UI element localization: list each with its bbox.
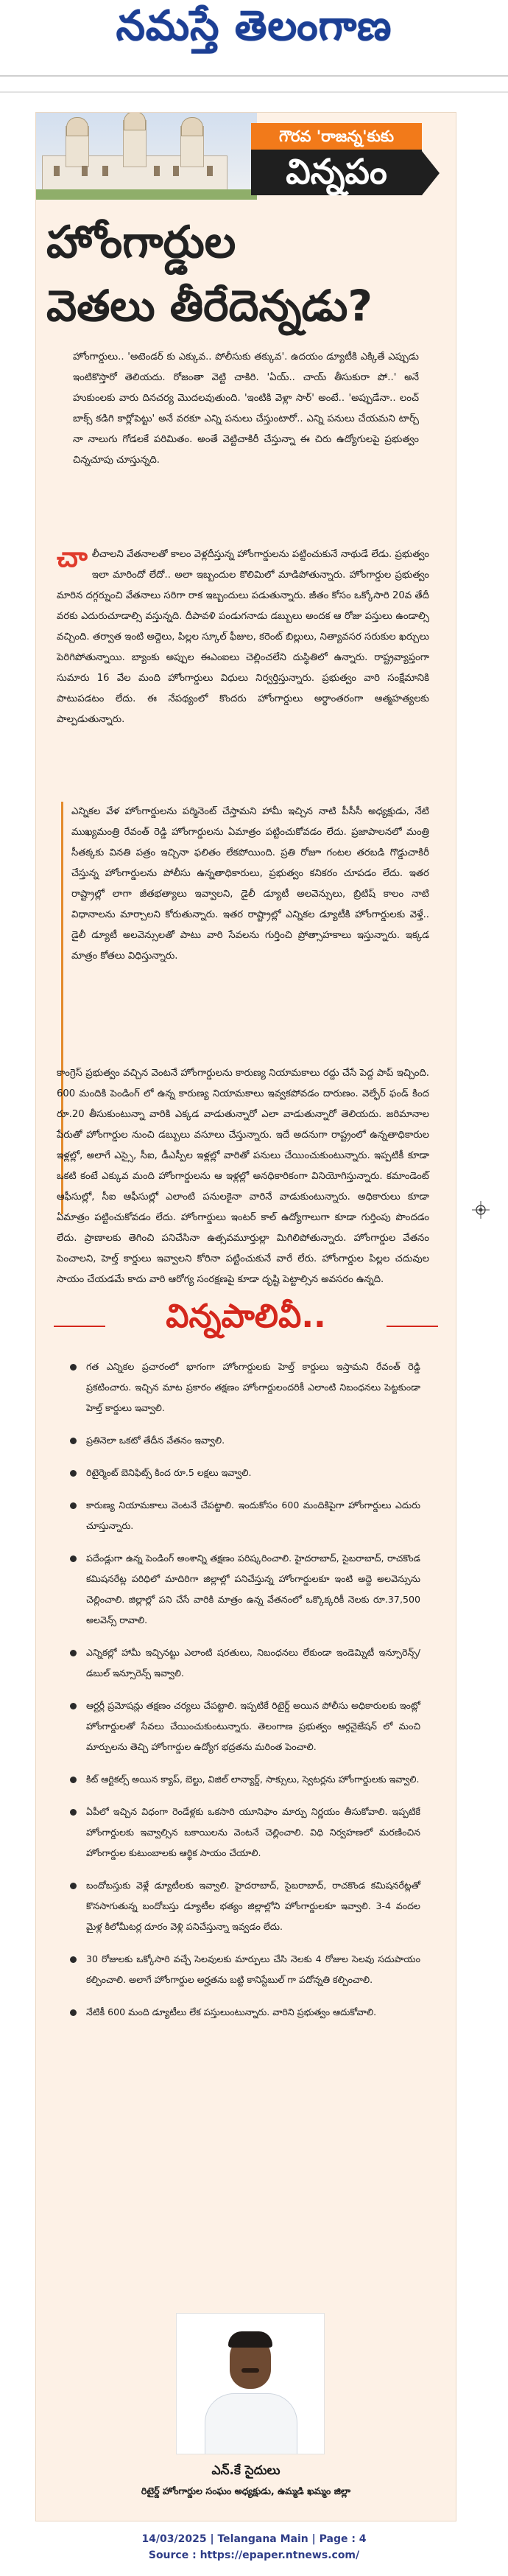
headline-line-1: హోంగార్డుల xyxy=(46,217,236,268)
author-name: ఎన్.కే సైదులు xyxy=(211,2463,281,2478)
footer-source-link[interactable]: Source : https://epaper.ntnews.com/ xyxy=(148,2549,360,2561)
kicker-tail xyxy=(422,151,440,195)
list-item: ఎన్నికల్లో హామీ ఇచ్చినట్టు ఎలాంటి షరతులు, నిబంధనలు లేకుండా ఇండెమ్నిటీ ఇన్సూరెన్స్/డబుల్ ఇన్సూరెన్స్ ఇవ్వాలి. xyxy=(70,1642,420,1684)
intro-paragraph: హోంగార్డులు.. 'అటెండర్ కు ఎక్కువ.. పోలీసుకు తక్కువ'. ఉదయం డ్యూటీకి ఎక్కితే ఎప్పుడు ఇంటికొస్తారో తెలియదు. రోజంతా వెట్టి చాకిరి. 'ఏయ్.. చాయ్ తీసుకురా పో..' అనే హుకుంలకు వారు దినచర్య మొదలవుతుంది. 'ఇంటికి వెళ్లా సార్' అంటే.. 'అప్పుడేనా.. లంచ్ బాక్స్ కడిగి కార్లోపెట్టు' అనే వరకూ ఎన్ని పనులు చేస్తుంటారో.. ఎన్ని పనులు చేయమని టార్చ్ నా నాలుగు గోడలకే పరిమితం. అంతే వెట్టిచాకిరీ చేస్తున్నా ఈ చిరు ఉద్యోగులపై ప్రభుత్వం చిన్నచూపు చూస్తున్నది. xyxy=(73,351,419,466)
list-item: పదేండ్లుగా ఉన్న పెండింగ్ అంశాన్ని తక్షణం పరిష్కరించాలి. హైదరాబాద్, సైబరాబాద్, రాచకొండ కమిషనరేట్ల పరిధిలో మాదిరిగా జిల్లాల్లో పనిచేస్తున్న హోంగార్డులకూ ఇంటి అద్దె అలవెన్సును చెల్లించాలి. జిల్లాల్లో పని చేసే వారికి మాత్రం ఉన్న వేతనంలో ఒక్కొక్కరికీ నెలకు రూ.37,500 అలవెన్స్ రావాలి. xyxy=(70,1548,420,1631)
list-item: గత ఎన్నికల ప్రచారంలో భాగంగా హోంగార్డులకు హెల్త్ కార్డులు ఇస్తామని రేవంత్ రెడ్డి ప్రకటించారు. ఇచ్చిన మాట ప్రకారం తక్షణం హోంగార్డులందరికీ ఎలాంటి నిబంధనలు పెట్టకుండా హెల్త్ కార్డులు ఇవ్వాలి. xyxy=(70,1357,420,1418)
list-item: ఏపీలో ఇచ్చిన విధంగా రెండేళ్లకు ఒకసారి యూనిఫాం మార్పు నిర్ణయం తీసుకోవాలి. ఇప్పటికే హోంగార్డులకు ఇవ్వాల్సిన బకాయిలను వెంటనే చెల్లించాలి. విధి నిర్వహణలో మరణించిన హోంగార్డుల కుటుంబాలకు ఆర్థిక సాయం చేయాలి. xyxy=(70,1802,420,1863)
article xyxy=(35,112,456,2521)
author-photo xyxy=(176,2313,325,2454)
subhead-rule-right xyxy=(387,1326,438,1327)
list-item: 30 రోజులకు ఒక్కోసారి వచ్చే సెలవులకు మార్పులు చేసి నెలకు 4 రోజుల సెలవు సదుపాయం కల్పించాలి. అలాగే హోంగార్డుల అర్హతను బట్టి కానిస్టేబుల్ గా పదోన్నతి కల్పించాలి. xyxy=(70,1949,420,1990)
demands-heading: విన్నపాలివీ.. xyxy=(166,1298,326,1335)
kicker-title: విన్నపం xyxy=(251,150,422,195)
masthead-divider-2 xyxy=(0,91,508,93)
list-item: కిట్ ఆర్టికల్స్ అయిన క్యాప్, బెల్టు, విజిల్ లాన్యార్డ్, సాక్సులు, స్వెటర్లను హోంగార్డులకు ఇవ్వాలి. xyxy=(70,1769,420,1790)
body-paragraph-3: కాంగ్రెస్ ప్రభుత్వం వచ్చిన వెంటనే హోంగార్డులను కారుణ్య నియామకాలు రద్దు చేసే పెద్ద పాప్ ఇచ్చింది. 600 మందికి పెండింగ్ లో ఉన్న కారుణ్య నియామకాలు ఇవ్వకపోవడం దారుణం. వెల్ఫేర్ ఫండ్ కింద రూ.20 తీసుకుంటున్నా వారికి ఎక్కడ వాడుతున్నారో ఎలా వాడుతున్నారో తెలియదు. జరిమానాల పేరుతో హోంగార్డుల నుంచి డబ్బులు వసూలు చేస్తున్నారు. ఇదే అదనుగా రాష్ట్రంలో ఉన్నతాధికారుల ఇళ్లల్లో, అలాగే ఎస్సై, సీఐ, డీఎస్పీల ఇళ్లల్లో వారితో పనులు చేయించుకుంటున్నారు. ఇప్పటికీ కూడా ఒకటి కంటే ఎక్కువ మంది హోంగార్డులను ఆ ఇళ్లల్లో అనధికారికంగా వినియోగిస్తున్నారు. కమాండెంట్ ఆఫీసుల్లో, సీఐ ఆఫీసుల్లో ఎలాంటి పనులకైనా వారినే వాడుకుంటున్నారు. అధికారులు కూడా ఏమాత్రం పట్టించుకోవడం లేదు. హోంగార్డులు ఇంటర్ కాల్ ఉద్యోగాలుగా కూడా గుర్తింపు పొందడం లేదు. ప్రాణాలకు తెగించి పనిచేసినా ఉత్సవమూర్తుల్లా మిగిలిపోతున్నారు. హోంగార్డుల వేతనం పెంచాలని, హెల్త్ కార్డులు ఇవ్వాలని కోరినా పట్టించుకునే వారే లేరు. హోంగార్డుల పిల్లల చదువుల సాయం చేయడమే కాదు వారి ఆరోగ్య సంరక్షణపై కూడా దృష్టి పెట్టాల్సిన అవసరం ఉన్నది. xyxy=(57,1068,429,1285)
footer-date-line: 14/03/2025 | Telangana Main | Page : 4 xyxy=(141,2533,367,2545)
kicker-block xyxy=(251,123,422,194)
registration-mark-icon xyxy=(472,1201,490,1219)
kicker-badge: గౌరవ 'రాజన్న'కుకు xyxy=(251,123,422,150)
author-role: రిటైర్డ్ హోంగార్డుల సంఘం అధ్యక్షుడు, ఉమ్మడి ఖమ్మం జిల్లా xyxy=(141,2485,351,2496)
list-item: ఆర్టర్లీ ప్రమోషన్లు తక్షణం చర్యలు చేపట్టాలి. ఇప్పటికే రిటైర్డ్ అయిన పోలీసు అధికారులకు ఇంట్లో హోంగార్డులతో సేవలు చేయించుకుంటున్నారు. తెలంగాణ ప్రభుత్వం ఆర్గనైజేషన్ లో మంచి మార్పులను తెచ్చి హోంగార్డుల ఉద్యోగ భద్రతను మరింత పెంచాలి. xyxy=(70,1695,420,1757)
dropcap: చా xyxy=(57,541,88,573)
demands-list xyxy=(70,1357,420,2034)
headline-line-2: వెతలు తీరేదెన్నడు? xyxy=(46,281,373,331)
masthead-divider xyxy=(0,75,508,77)
body-paragraph-1 xyxy=(57,541,429,730)
list-item: నేటికీ 600 మంది డ్యూటీలు లేక పస్తులుంటున్నారు. వారిని ప్రభుత్వం ఆదుకోవాలి. xyxy=(70,2002,420,2023)
masthead-title: నమస్తే తెలంగాణ xyxy=(116,1,392,50)
masthead xyxy=(0,0,508,74)
body-paragraph-2: ఎన్నికల వేళ హోంగార్డులను పర్మినెంట్ చేస్తామని హామీ ఇచ్చిన నాటి పీసీసీ అధ్యక్షుడు, నేటి ముఖ్యమంత్రి రేవంత్ రెడ్డి హోంగార్డులను ఏమాత్రం పట్టించుకోవడం లేదు. ప్రజాపాలనలో మంత్రి సీతక్కకు వినతి పత్రం ఇచ్చినా ఫలితం లేకపోయింది. ప్రతి రోజూ గంటల తరబడి గొడ్డుచాకిరీ చేస్తున్న హోంగార్డులను పోలీసు ఉన్నతాధికారులు, ప్రభుత్వం కనికరం చూపడం లేదు. ఇతర రాష్ట్రాల్లో లాగా జీతభత్యాలు ఇవ్వాలని, డైలీ డ్యూటీ అలవెన్సులు, బ్రిటిష్ కాలం నాటి విధానాలను మార్చాలని కోరుతున్నారు. ఇతర రాష్ట్రాల్లో ఎన్నికల డ్యూటీకి హోంగార్డులకు వెళ్తే.. డైలీ డ్యూటీ అలవెన్సులతో పాటు వారి సేవలను గుర్తించి ప్రోత్సాహకాలు ఇస్తున్నారు. ఇక్కడ మాత్రం కోతలు విధిస్తున్నారు. xyxy=(71,806,429,962)
list-item: ప్రతినెలా ఒకటో తేదీన వేతనం ఇవ్వాలి. xyxy=(70,1430,420,1451)
list-item: బందోబస్తుకు వెళ్లే డ్యూటీలకు ఇవ్వాలి. హైదరాబాద్, సైబరాబాద్, రాచకొండ కమిషనరేట్లతో కొనసాగుతున్న బందోబస్తు డ్యూటీల భత్యం జిల్లాల్లోని హోంగార్డులకూ ఇవ్వాలి. 3-4 వందల మైళ్ల కిలోమీటర్ల దూరం వెళ్లి పనిచేస్తున్నా ఇవ్వడం లేదు. xyxy=(70,1875,420,1937)
list-item: కారుణ్య నియామకాలు వెంటనే చేపట్టాలి. ఇందుకోసం 600 మందికిపైగా హోంగార్డులు ఎదురు చూస్తున్నారు. xyxy=(70,1495,420,1536)
list-item: రిటైర్మెంట్ బెనిఫిట్స్ కింద రూ.5 లక్షలు ఇవ్వాలి. xyxy=(70,1463,420,1483)
body-paragraph-1-text: లీచాలని వేతనాలతో కాలం వెళ్లదీస్తున్న హోంగార్డులను పట్టించుకునే నాథుడే లేడు. ప్రభుత్వం ఇలా మారిందో లేదో.. అలా ఇబ్బందుల కొలిమిలో మాడిపోతున్నారు. హోంగార్డుల ప్రభుత్వం మారిన దగ్గర్నుంచి వేతనాలు సరిగా రాక ఇబ్బందులు పడుతున్నారు. జీతం కోసం ఒక్కోసారి 20వ తేదీ వరకు ఎదురుచూడాల్సి వస్తున్నది. దీపావళి పండుగనాడు డబ్బులు అందక ఆ రోజు పస్తులు ఉండాల్సి వచ్చింది. తర్వాత ఇంటి అద్దెలు, పిల్లల స్కూల్ ఫీజుల, కరెంట్ బిల్లులు, నిత్యావసర సరుకుల ఖర్చులు పెరిగిపోతున్నాయి. బ్యాంకు అప్పుల ఈఎంఐలు చెల్లించలేని దుస్థితిలో ఉన్నారు. రాష్ట్రవ్యాప్తంగా సుమారు 16 వేల మంది హోంగార్డులు విధులు నిర్వర్తిస్తున్నారు. ప్రభుత్వం వారి సంక్షేమానికి పాటుపడటం లేదు. ఈ నేపథ్యంలో కొందరు హోంగార్డులు అర్థాంతరంగా ఆత్మహత్యలకు పాల్పడుతున్నారు. xyxy=(57,549,429,725)
